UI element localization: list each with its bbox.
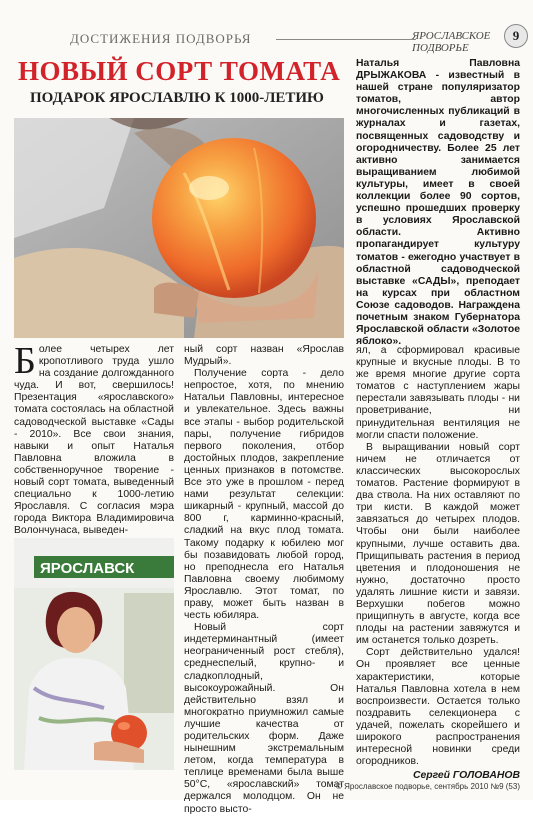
journal-name: ЯРОСЛАВСКОЕ ПОДВОРЬЕ <box>412 30 491 54</box>
woman-with-tomato-image <box>14 538 174 770</box>
column-3-continuation: ял, а сформировал красивые крупные и вкусные плоды. В то же время многие другие сорта томатов с наступлением жары перестали завязывать плоды - ни проветривание, ни принудительная вентиляция не могли спасти положение. <box>356 345 520 441</box>
drop-cap: Б <box>14 340 36 382</box>
column-2-continuation: ный сорт назван «Ярослав Мудрый». <box>184 344 344 368</box>
column-1-text: олее четырех лет кропотливого труда ушло на создание долгожданного чуда. И вот, свершилось! Презентация «ярославского» томата состоялась на областной садоводческой выставке «Сады - 2010». Все свои знания, навыки и опыт Наталья Павловна вложила в собственноручное творение - новый сорт томата, выведенный специально к 1000-летию Ярославля. С согласия мэра города Виктора Владимировича Волончунаса, выведен- <box>14 344 174 537</box>
author-signature: Сергей ГОЛОВАНОВ <box>412 770 520 782</box>
article-title: НОВЫЙ СОРТ ТОМАТА <box>18 56 341 86</box>
column-2-paragraph: Получение сорта - дело непростое, хотя, по мнению Натальи Павловны, интересное и увлекательное. Здесь важны все этапы - выбор родительской пары, получение гибридов первого поколения, отбор достойных плодов, закрепление ценных признаков в потомстве. Все это уже в прошлом - перед нами результат селекции: шикарный - крупный, массой до 800 г, карминно-красный, сладкий на вкус плод томата. Такому подарку к юбилею мог бы позавидовать любой город, но преподнесла его Наталья Павловна своему любимому Ярославлю. Этот томат, по праву, может быть назван в честь юбиляра. <box>184 368 344 622</box>
column-3-paragraph: Сорт действительно удался! Он проявляет все ценные характеристики, которые Наталья Павловна хотела в нем воспроизвести. Остается только поздравить селекционера с удачей, пожелать скорейшего и широкого распространения интересной новинки среди огородников. <box>356 647 520 768</box>
section-title: ДОСТИЖЕНИЯ ПОДВОРЬЯ <box>70 31 252 46</box>
column-1 <box>14 340 174 538</box>
page-number: 9 <box>504 24 528 48</box>
tomato-in-hands-image <box>14 118 344 338</box>
header-rule <box>276 39 416 40</box>
author-photo <box>14 538 174 770</box>
page-header <box>70 28 520 54</box>
column-2-paragraph: Новый сорт индетерминантный (имеет неограниченный рост стебля), среднеспелый, крупно- и сладкоплодный, высокоурожайный. Он действительно взял и многократно приумножил самые лучшие качества от родительских форм. Даже нынешним экстремальным летом, когда температура в теплице временами была выше 50°С, «ярославский» томат держался молодцом. Он не просто высто- <box>184 622 344 815</box>
column-3 <box>356 345 520 782</box>
article-subtitle: ПОДАРОК ЯРОСЛАВЛЮ К 1000-ЛЕТИЮ <box>30 90 324 106</box>
column-2 <box>184 344 344 816</box>
tomato-photo <box>14 118 344 338</box>
page-footer: © Ярославское подворье, сентябрь 2010 №9 (53) <box>336 782 520 791</box>
author-bio <box>356 58 520 348</box>
author-bio-text: Наталья Павловна ДРЫЖАКОВА - известный в нашей стране популяризатор томатов, автор многочисленных публикаций в журналах и газетах, посвященных садоводству и огородничеству. Более 25 лет активно занимается выращиванием любимой культуры, имеет в своей коллекции более 90 сортов, успешно прошедших проверку в условиях Ярославской области. Активно пропагандирует культуру томатов - ежегодно участвует в областной садоводческой выставке «САДЫ», преподает на курсах при областном Союзе садоводов. Награждена почетным знаком Губернатора Ярославской области «Золотое яблоко». <box>356 58 520 348</box>
exhibition-banner: ЯРОСЛАВСК <box>40 560 135 577</box>
column-3-paragraph: В выращивании новый сорт ничем не отличается от классических высокорослых томатов. Растение формируют в два ствола. На них оставляют по три кисти. В каждой может завязаться до четырех плодов. Чтобы они были наиболее крупными, лучше оставить два. Прищипывать растения в период цветения и плодоношения не нужно, достаточно просто удалять лишние кисти и завязи. Верхушки побегов можно прищипнуть в августе, когда все плоды на растении завяжутся и им останется только дозреть. <box>356 441 520 647</box>
